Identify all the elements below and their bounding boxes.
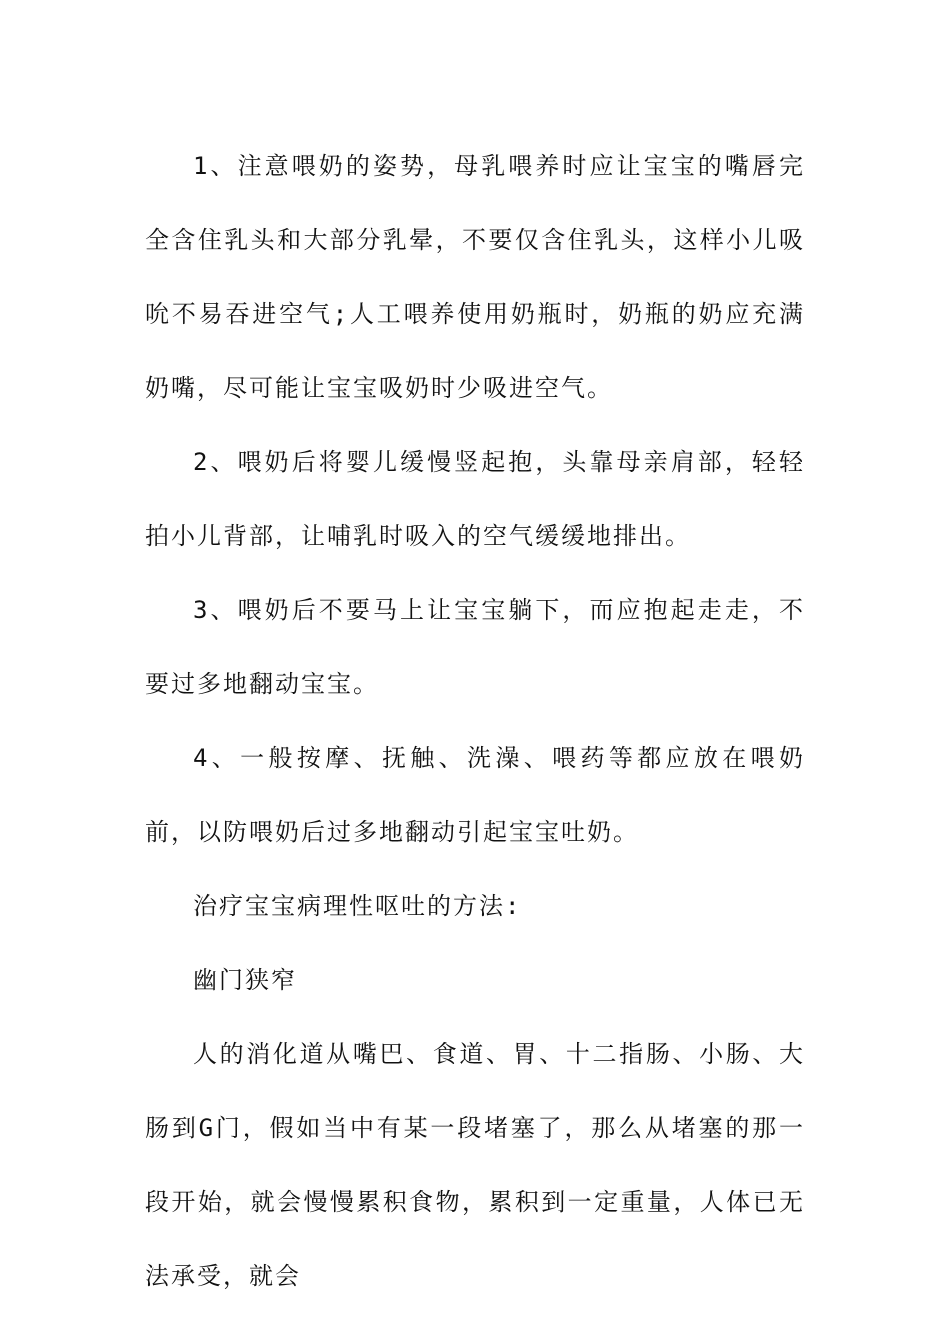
paragraph-after-feeding: 3、喂奶后不要马上让宝宝躺下，而应抱起走走，不要过多地翻动宝宝。 (145, 596, 805, 698)
paragraph-digestive-blockage: 人的消化道从嘴巴、食道、胃、十二指肠、小肠、大肠到G门，假如当中有某一段堵塞了，那么从堵塞的那一段开始，就会慢慢累积食物，累积到一定重量，人体已无法承受，就会 (145, 1040, 805, 1290)
paragraph-feeding-posture: 1、注意喂奶的姿势，母乳喂养时应让宝宝的嘴唇完全含住乳头和大部分乳晕，不要仅含住乳头，这样小儿吸吮不易吞进空气;人工喂养使用奶瓶时，奶瓶的奶应充满奶嘴，尽可能让宝宝吸奶时少吸进空气。 (145, 152, 805, 402)
subsection-title: 幽门狭窄 (193, 966, 297, 994)
section-title: 治疗宝宝病理性呕吐的方法: (193, 892, 522, 920)
paragraph-burping: 2、喂奶后将婴儿缓慢竖起抱，头靠母亲肩部，轻轻拍小儿背部，让哺乳时吸入的空气缓缓地排出。 (145, 448, 805, 550)
paragraph-activity-timing: 4、一般按摩、抚触、洗澡、喂药等都应放在喂奶前，以防喂奶后过多地翻动引起宝宝吐奶。 (145, 744, 805, 846)
document-body (145, 129, 805, 1313)
